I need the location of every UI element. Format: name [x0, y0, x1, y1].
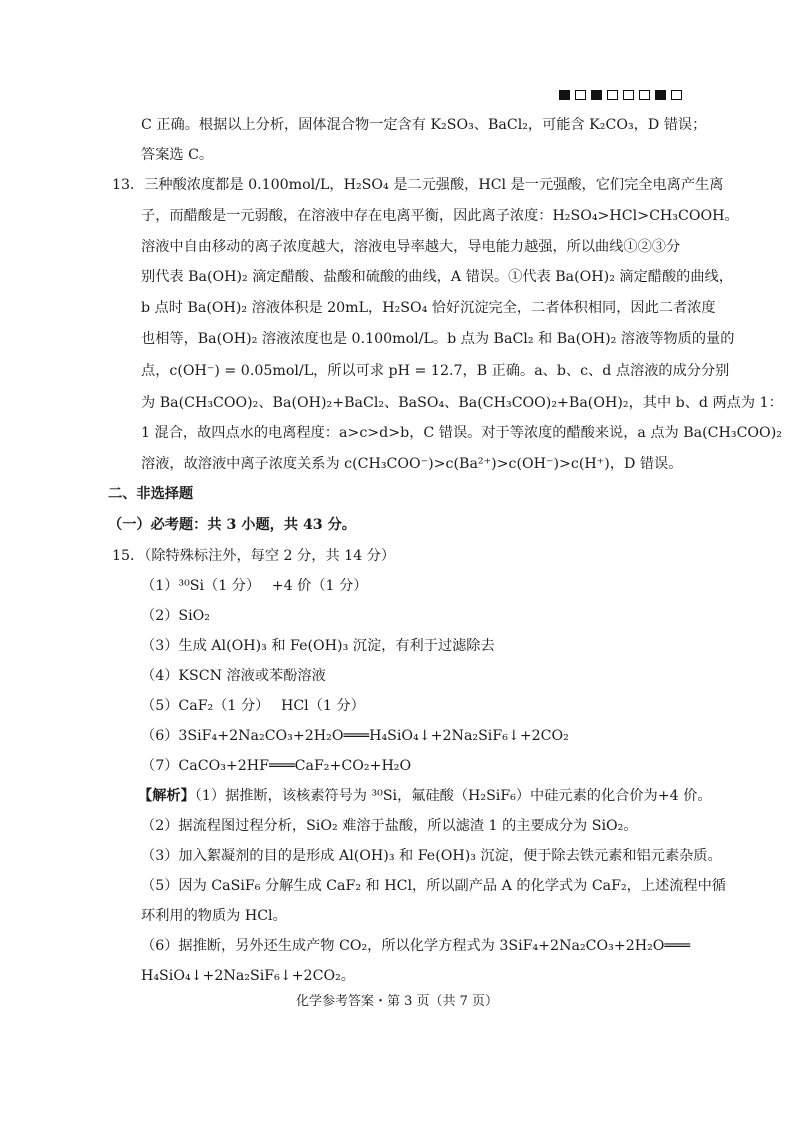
analysis-line: （3）加入絮凝剂的目的是形成 Al(OH)₃ 和 Fe(OH)₃ 沉淀，便于除去铁元素和铝元素杂质。 — [141, 848, 722, 864]
answer-line: （2）SiO₂ — [141, 608, 210, 624]
text-line: 答案选 C。 — [141, 147, 214, 163]
empty-square-icon — [607, 90, 618, 100]
text-line: 1 混合，故四点水的电离程度：a>c>d>b，C 错误。对于等浓度的醋酸来说，a 点为 Ba(CH₃COO)₂ — [141, 425, 782, 441]
analysis-line: （2）据流程图过程分析，SiO₂ 难溶于盐酸，所以滤渣 1 的主要成分为 SiO₂。 — [141, 818, 638, 834]
text-line: C 正确。根据以上分析，固体混合物一定含有 K₂SO₃、BaCl₂，可能含 K₂CO₃，D 错误； — [141, 117, 707, 133]
answer-line: （3）生成 Al(OH)₃ 和 Fe(OH)₃ 沉淀，有利于过滤除去 — [141, 638, 495, 654]
empty-square-icon — [639, 90, 650, 100]
text-line: 也相等，Ba(OH)₂ 溶液浓度也是 0.100mol/L。b 点为 BaCl₂ 和 Ba(OH)₂ 溶液等物质的量的 — [141, 331, 735, 347]
answer-line: （1）³⁰Si（1 分） +4 价（1 分） — [141, 578, 368, 594]
empty-square-icon — [575, 90, 586, 100]
filled-square-icon — [591, 90, 602, 100]
text-line: b 点时 Ba(OH)₂ 溶液体积是 20mL，H₂SO₄ 恰好沉淀完全，二者体积相同，因此二者浓度 — [141, 300, 716, 316]
page-footer: 化学参考答案・第 3 页（共 7 页） — [295, 994, 499, 1009]
section-heading: 二、非选择题 — [108, 486, 194, 502]
filled-square-icon — [655, 90, 666, 100]
text-line: 别代表 Ba(OH)₂ 滴定醋酸、盐酸和硫酸的曲线，A 错误。①代表 Ba(OH)₂ 滴定醋酸的曲线， — [141, 269, 733, 285]
answer-line: （4）KSCN 溶液或苯酚溶液 — [141, 668, 326, 684]
analysis-text: （1）据推断，该核素符号为 ³⁰Si，氟硅酸（H₂SiF₆）中硅元素的化合价为+4 价。 — [194, 788, 712, 804]
analysis-label: 【解析】 — [138, 788, 195, 804]
answer-line: （7）CaCO₃+2HF═══CaF₂+CO₂+H₂O — [141, 758, 412, 774]
text-line: 为 Ba(CH₃COO)₂、Ba(OH)₂+BaCl₂、BaSO₄、Ba(CH₃COO)₂+Ba(OH)₂，其中 b、d 两点为 1： — [141, 395, 783, 411]
answer-line: （6）3SiF₄+2Na₂CO₃+2H₂O═══H₄SiO₄↓+2Na₂SiF₆↓+2CO₂ — [141, 728, 569, 744]
question-15-line: 15．（除特殊标注外，每空 2 分，共 14 分） — [112, 548, 396, 564]
subsection-heading: （一）必考题：共 3 小题，共 43 分。 — [108, 517, 356, 533]
question-13-line: 13．三种酸浓度都是 0.100mol/L，H₂SO₄ 是二元强酸，HCl 是一元强酸，它们完全电离产生离 — [112, 177, 724, 193]
analysis-line: （6）据推断，另外还生成产物 CO₂，所以化学方程式为 3SiF₄+2Na₂CO₃+2H₂O═══ — [141, 938, 691, 954]
answer-line: （5）CaF₂（1 分） HCl（1 分） — [141, 698, 365, 714]
text-line: 子，而醋酸是一元弱酸，在溶液中存在电离平衡，因此离子浓度：H₂SO₄>HCl>CH₃COOH。 — [141, 208, 739, 224]
text-line: 点，c(OH⁻) = 0.05mol/L，所以可求 pH = 12.7，B 正确。a、b、c、d 点溶液的成分分别 — [141, 363, 730, 379]
analysis-line: 环利用的物质为 HCl。 — [141, 908, 287, 924]
text-line: 溶液，故溶液中离子浓度关系为 c(CH₃COO⁻)>c(Ba²⁺)>c(OH⁻)>c(H⁺)，D 错误。 — [141, 456, 683, 472]
analysis-line — [138, 786, 712, 806]
filled-square-icon — [559, 90, 570, 100]
header-marks — [559, 90, 682, 100]
text-line: 溶液中自由移动的离子浓度越大，溶液电导率越大，导电能力越强，所以曲线①②③分 — [141, 239, 681, 255]
analysis-line: （5）因为 CaSiF₆ 分解生成 CaF₂ 和 HCl，所以副产品 A 的化学式为 CaF₂，上述流程中循 — [141, 878, 726, 894]
empty-square-icon — [671, 90, 682, 100]
analysis-line: H₄SiO₄↓+2Na₂SiF₆↓+2CO₂。 — [141, 968, 355, 984]
empty-square-icon — [623, 90, 634, 100]
